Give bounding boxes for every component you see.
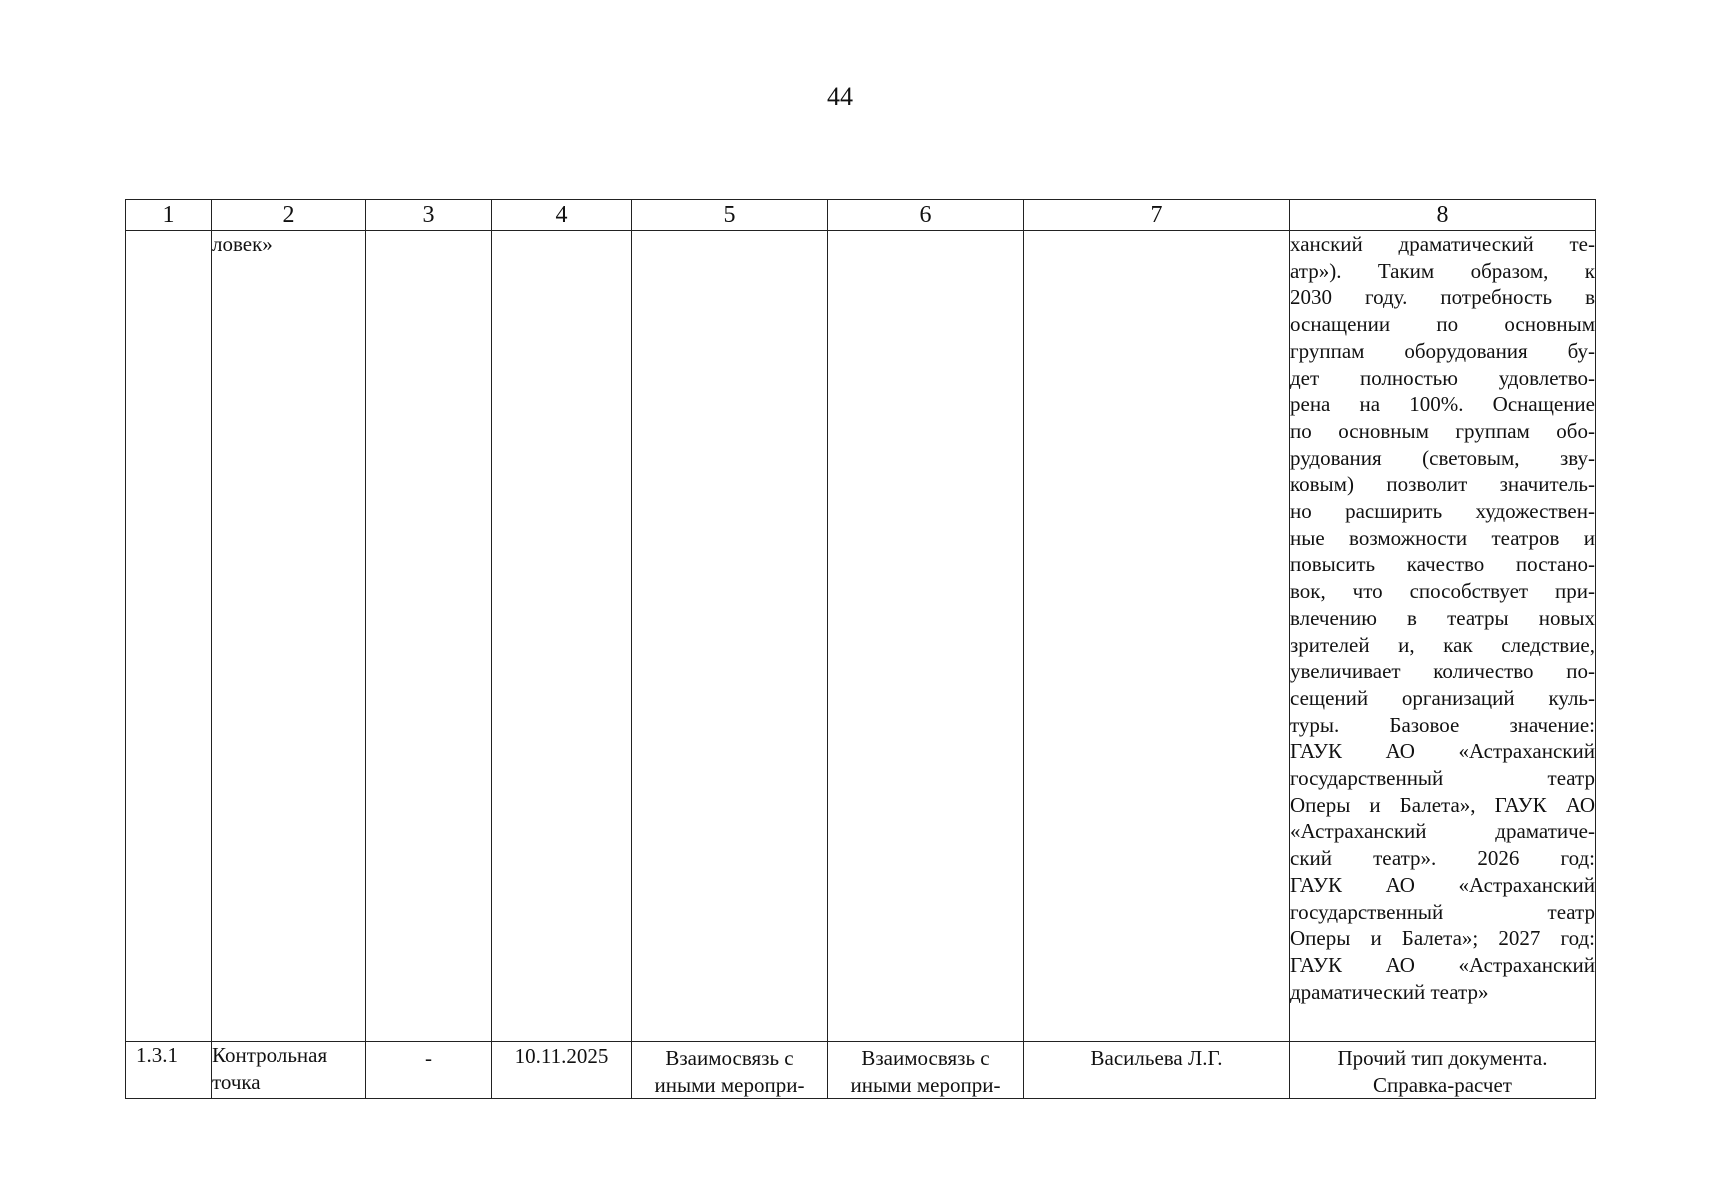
page-number: 44 — [827, 82, 853, 111]
description-line: дет полностью удовлетво- — [1290, 365, 1595, 390]
header-cell-6: 6 — [828, 200, 1024, 231]
cell-col3: - — [366, 1042, 492, 1099]
description-line: атр»). Таким образом, к — [1290, 258, 1595, 283]
description-line: рудования (световым, зву- — [1290, 445, 1595, 470]
description-line: Оперы и Балета», ГАУК АО — [1290, 792, 1595, 817]
description-line: ский театр». 2026 год: — [1290, 846, 1595, 871]
cell-empty — [828, 231, 1024, 1042]
description-line: сещений организаций куль- — [1290, 685, 1595, 710]
cell-col6-line: Взаимосвязь с — [861, 1046, 990, 1070]
cell-col6-line: иными меропри- — [850, 1072, 1001, 1097]
table-row — [126, 1042, 1596, 1099]
description-line: ковым) позволит значитель- — [1290, 472, 1595, 497]
header-cell-5: 5 — [632, 200, 828, 231]
cell-number: 1.3.1 — [126, 1042, 212, 1099]
header-cell-8: 8 — [1290, 200, 1596, 231]
description-line: ные возможности театров и — [1290, 525, 1595, 550]
description-line: влечению в театры новых — [1290, 605, 1595, 630]
cell-document-line: Прочий тип документа. — [1337, 1046, 1548, 1070]
cell-empty — [492, 231, 632, 1042]
description-line: 2030 году. потребность в — [1290, 285, 1595, 310]
table-row-continuation — [126, 231, 1596, 1042]
description-line: вок, что способствует при- — [1290, 579, 1595, 604]
header-cell-3: 3 — [366, 200, 492, 231]
description-line: туры. Базовое значение: — [1290, 712, 1595, 737]
table-header-row — [126, 200, 1596, 231]
description-line: государственный театр — [1290, 766, 1595, 791]
cell-col5-line: Взаимосвязь с — [665, 1046, 794, 1070]
header-cell-4: 4 — [492, 200, 632, 231]
cell-col6 — [828, 1042, 1024, 1099]
description-line: ханский драматический те- — [1290, 232, 1595, 256]
description-line: государственный театр — [1290, 899, 1595, 924]
description-line: оснащении по основным — [1290, 312, 1595, 337]
cell-date: 10.11.2025 — [492, 1042, 632, 1099]
description-line: по основным группам обо- — [1290, 418, 1595, 443]
cell-description-continuation — [1290, 231, 1596, 1042]
cell-col5-line: иными меропри- — [654, 1072, 805, 1097]
cell-col5 — [632, 1042, 828, 1099]
description-line: но расширить художествен- — [1290, 499, 1595, 524]
cell-document-line: Справка-расчет — [1373, 1072, 1512, 1097]
document-table — [125, 199, 1596, 1099]
description-line: ГАУК АО «Астраханский — [1290, 872, 1595, 897]
header-cell-7: 7 — [1024, 200, 1290, 231]
description-line: повысить качество постано- — [1290, 552, 1595, 577]
description-line: зрителей и, как следствие, — [1290, 632, 1595, 657]
description-line: ГАУК АО «Астраханский — [1290, 739, 1595, 764]
cell-empty — [632, 231, 828, 1042]
description-line: «Астраханский драматиче- — [1290, 819, 1595, 844]
header-cell-1: 1 — [126, 200, 212, 231]
header-cell-2: 2 — [212, 200, 366, 231]
cell-empty — [1024, 231, 1290, 1042]
cell-responsible: Васильева Л.Г. — [1024, 1042, 1290, 1099]
description-line: ГАУК АО «Астраханский — [1290, 952, 1595, 977]
description-line: рена на 100%. Оснащение — [1290, 392, 1595, 417]
description-line: увеличивает количество по- — [1290, 659, 1595, 684]
cell-name-continuation: ловек» — [212, 231, 366, 1042]
description-lines — [1290, 231, 1595, 1005]
description-line: драматический театр» — [1290, 979, 1489, 1004]
cell-name-line: Контрольная — [212, 1043, 328, 1067]
description-line: Оперы и Балета»; 2027 год: — [1290, 926, 1595, 951]
cell-name — [212, 1042, 366, 1099]
cell-name-line: точка — [212, 1069, 261, 1094]
cell-empty — [126, 231, 212, 1042]
cell-document — [1290, 1042, 1596, 1099]
description-line: группам оборудования бу- — [1290, 338, 1595, 363]
cell-empty — [366, 231, 492, 1042]
